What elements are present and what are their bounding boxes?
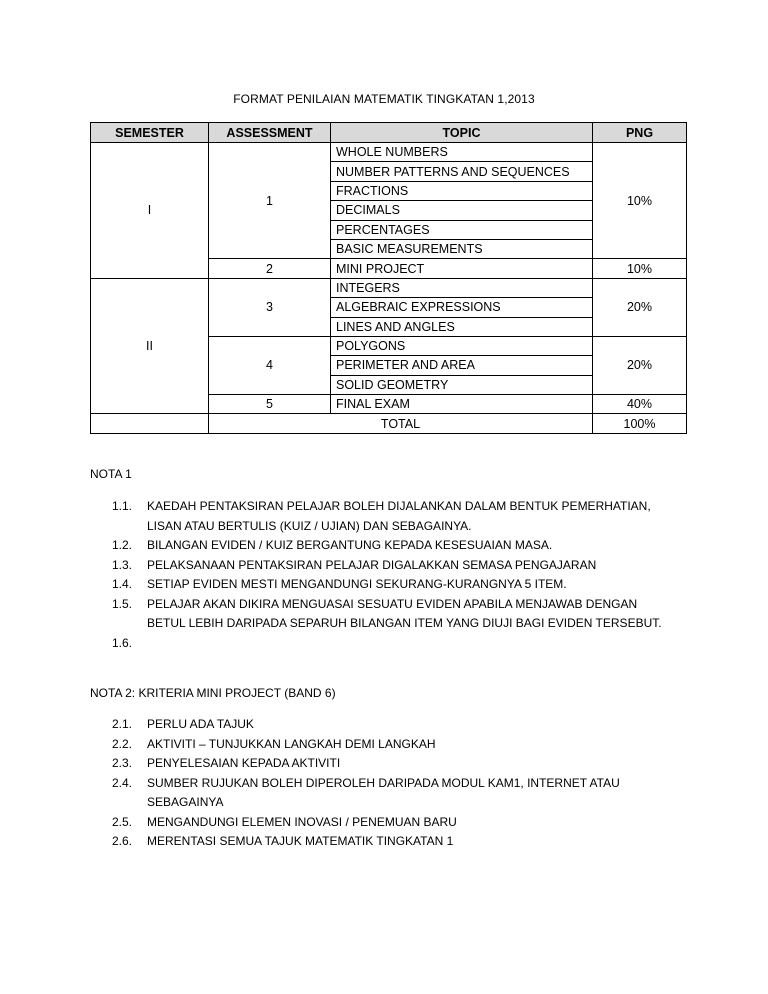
semester-cell: II <box>91 278 209 414</box>
png-cell: 20% <box>593 278 687 336</box>
list-item <box>112 595 672 634</box>
assessment-cell: 2 <box>209 259 331 278</box>
header-semester: SEMESTER <box>91 123 209 143</box>
topic-cell: FRACTIONS <box>331 181 593 200</box>
nota2-heading: NOTA 2: KRITERIA MINI PROJECT (BAND 6) <box>90 686 336 700</box>
list-item-number: 2.6. <box>112 834 133 848</box>
list-item-text: KAEDAH PENTAKSIRAN PELAJAR BOLEH DIJALANKAN DALAM BENTUK PEMERHATIAN, LISAN ATAU BERTULIS (KUIZ / UJIAN) DAN SEBAGAINYA. <box>147 499 651 533</box>
list-item-number: 2.4. <box>112 775 133 790</box>
list-item <box>112 813 672 833</box>
png-cell: 10% <box>593 259 687 278</box>
list-item <box>112 634 672 654</box>
table-row <box>91 143 687 162</box>
nota1-list <box>112 497 672 653</box>
list-item-number: 2.2. <box>112 736 133 751</box>
topic-cell: MINI PROJECT <box>331 259 593 278</box>
topic-cell: DECIMALS <box>331 201 593 220</box>
list-item-number: 1.5. <box>112 596 133 611</box>
list-item-text <box>147 634 672 654</box>
document-title: FORMAT PENILAIAN MATEMATIK TINGKATAN 1,2013 <box>233 92 535 106</box>
list-item-number: 2.5. <box>112 814 133 829</box>
topic-cell: FINAL EXAM <box>331 395 593 414</box>
list-item-text: SETIAP EVIDEN MESTI MENGANDUNGI SEKURANG-KURANGNYA 5 ITEM. <box>147 577 567 591</box>
list-item-number: 1.6. <box>112 635 133 650</box>
assessment-table <box>90 122 687 434</box>
topic-cell: BASIC MEASUREMENTS <box>331 239 593 258</box>
list-item <box>112 536 672 556</box>
list-item <box>112 754 672 774</box>
list-item-number: 1.4. <box>112 577 133 591</box>
list-item-text: AKTIVITI – TUNJUKKAN LANGKAH DEMI LANGKAH <box>147 736 436 751</box>
topic-cell: SOLID GEOMETRY <box>331 375 593 394</box>
list-item-text: MENGANDUNGI ELEMEN INOVASI / PENEMUAN BARU <box>147 814 457 829</box>
list-item-number: 2.1. <box>112 717 133 731</box>
list-item-text: SUMBER RUJUKAN BOLEH DIPEROLEH DARIPADA MODUL KAM1, INTERNET ATAU SEBAGAINYA <box>147 775 620 809</box>
list-item-number: 1.1. <box>112 499 133 513</box>
png-cell: 10% <box>593 143 687 259</box>
list-item-text: BILANGAN EVIDEN / KUIZ BERGANTUNG KEPADA KESESUAIAN MASA. <box>147 538 553 552</box>
assessment-cell: 1 <box>209 143 331 259</box>
list-item-number: 2.3. <box>112 756 133 770</box>
topic-cell: POLYGONS <box>331 336 593 355</box>
topic-cell: NUMBER PATTERNS AND SEQUENCES <box>331 162 593 181</box>
list-item <box>112 497 672 536</box>
semester-cell: I <box>91 143 209 279</box>
list-item <box>112 735 672 755</box>
list-item-text: PERLU ADA TAJUK <box>147 717 254 731</box>
list-item <box>112 774 672 813</box>
topic-cell: INTEGERS <box>331 278 593 297</box>
list-item <box>112 715 672 735</box>
nota2-list <box>112 715 672 852</box>
png-cell: 40% <box>593 395 687 414</box>
topic-cell: ALGEBRAIC EXPRESSIONS <box>331 298 593 317</box>
list-item <box>112 832 672 852</box>
list-item-text: PELAJAR AKAN DIKIRA MENGUASAI SESUATU EVIDEN APABILA MENJAWAB DENGAN BETUL LEBIH DARIPADA SEPARUH BILANGAN ITEM YANG DIUJI BAGI EVIDEN TERSEBUT. <box>147 596 662 630</box>
topic-cell: LINES AND ANGLES <box>331 317 593 336</box>
list-item-text: PELAKSANAAN PENTAKSIRAN PELAJAR DIGALAKKAN SEMASA PENGAJARAN <box>147 557 597 572</box>
nota1-heading: NOTA 1 <box>90 467 132 481</box>
topic-cell: PERIMETER AND AREA <box>331 356 593 375</box>
list-item <box>112 556 672 576</box>
assessment-cell: 3 <box>209 278 331 336</box>
header-assessment: ASSESSMENT <box>209 123 331 143</box>
header-topic: TOPIC <box>331 123 593 143</box>
total-row <box>91 414 687 433</box>
list-item-text: PENYELESAIAN KEPADA AKTIVITI <box>147 756 341 770</box>
topic-cell: WHOLE NUMBERS <box>331 143 593 162</box>
table-row <box>91 278 687 297</box>
png-cell: 20% <box>593 336 687 394</box>
empty-cell <box>91 414 209 433</box>
topic-cell: PERCENTAGES <box>331 220 593 239</box>
table-header-row <box>91 123 687 143</box>
header-png: PNG <box>593 123 687 143</box>
list-item-number: 1.3. <box>112 557 133 572</box>
assessment-cell: 4 <box>209 336 331 394</box>
list-item-number: 1.2. <box>112 538 133 552</box>
total-label: TOTAL <box>209 414 593 433</box>
list-item-text: MERENTASI SEMUA TAJUK MATEMATIK TINGKATAN 1 <box>147 834 454 848</box>
total-value: 100% <box>593 414 687 433</box>
list-item <box>112 575 672 595</box>
assessment-cell: 5 <box>209 395 331 414</box>
